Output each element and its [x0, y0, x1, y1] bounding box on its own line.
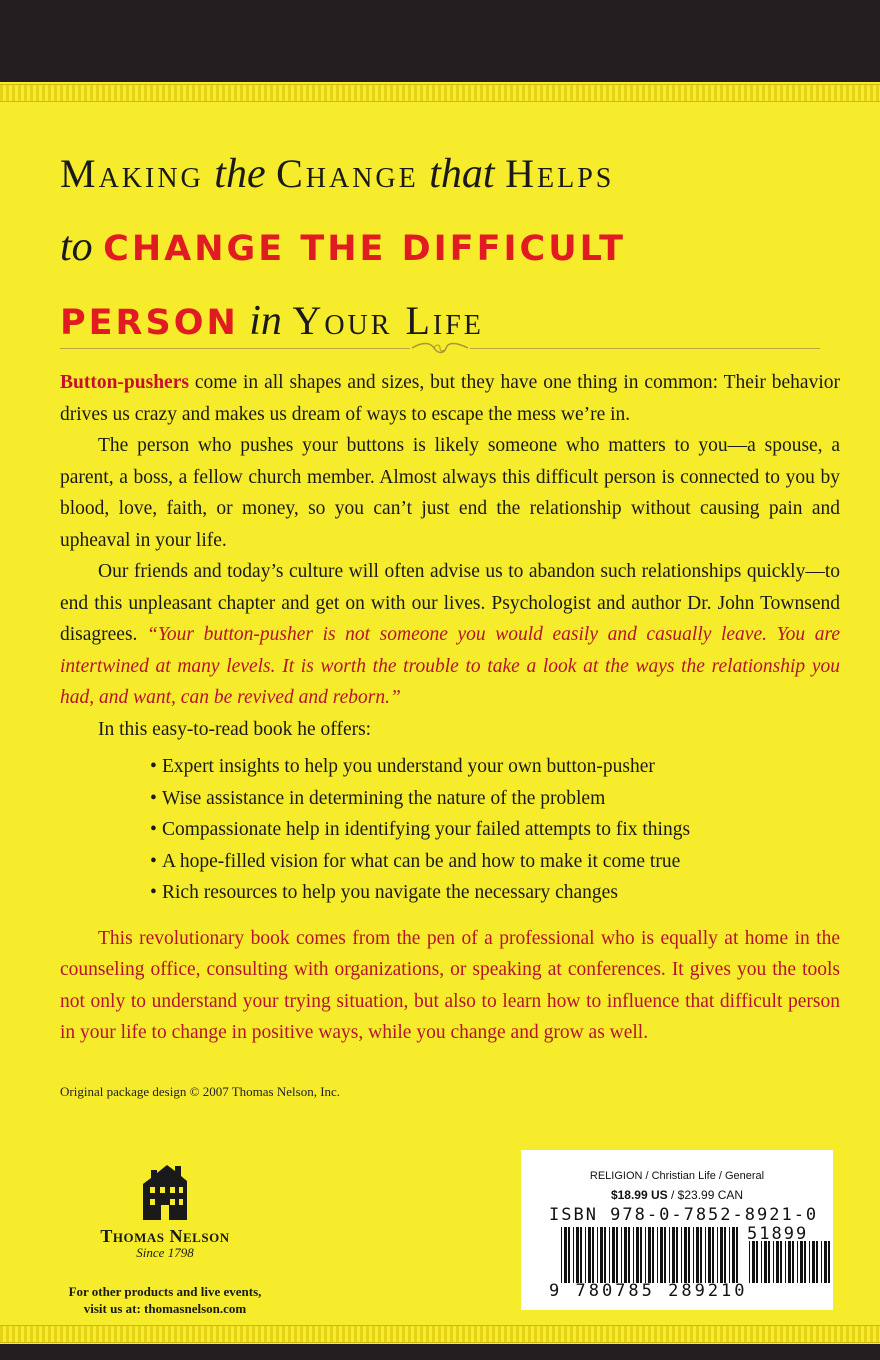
list-item-text: Expert insights to help you understand your own button-pusher [162, 756, 655, 777]
copyright-notice: Original package design © 2007 Thomas Nelson, Inc. [60, 1084, 341, 1099]
visit-line: For other products and live events, [68, 1284, 262, 1299]
publisher-visit-info [60, 1283, 270, 1317]
paragraph-1 [60, 367, 840, 430]
bottom-decorative-border [0, 1325, 880, 1343]
paragraph-2: The person who pushes your buttons is likely someone who matters to you—a spouse, a parent, a boss, a fellow church member. Almost always this difficult person is connected to you by blood, love, faith, or money, so you can’t just end the relationship without causing pain and upheaval in your life. [60, 435, 840, 551]
bullet-icon: • [150, 787, 157, 809]
paragraph-text: Our friends and today’s culture will often advise us to abandon such relationships quickly—to end this unpleasant chapter and get on with our lives. Psychologist and author Dr. John Townsend disagrees. [60, 561, 840, 645]
paragraph-3 [60, 556, 840, 714]
bullet-icon: • [150, 882, 157, 903]
headline-word: in [249, 298, 282, 344]
flourish-icon [410, 338, 470, 358]
price-can: / $23.99 CAN [667, 1188, 744, 1202]
isbn-text: ISBN 978-0-7852-8921-0 [549, 1205, 819, 1225]
bisac-category: RELIGION / Christian Life / General [589, 1170, 765, 1182]
headline-word: the [214, 151, 266, 197]
paragraph-4: In this easy-to-read book he offers: [98, 718, 372, 740]
headline-line-1 [60, 138, 850, 211]
top-dark-band [0, 0, 880, 82]
publisher-block [60, 1160, 270, 1317]
price-supplement-code: 51899 [747, 1224, 809, 1244]
visit-line: visit us at: thomasnelson.com [83, 1301, 247, 1316]
top-decorative-border [0, 84, 880, 102]
list-item [150, 783, 840, 815]
headline-red-phrase: CHANGE THE DIFFICULT [103, 229, 627, 269]
ean-digits: 9 780785 289210 [549, 1281, 748, 1301]
closing-paragraph: This revolutionary book comes from the pen of a professional who is equally at home in the counseling office, consulting with organizations, or speaking at conferences. It gives you the tools not only to understand your trying situation, but also to learn how to influence that difficult person in your life to change in positive ways, while you change and grow as well. [60, 927, 840, 1043]
ornamental-divider [60, 338, 820, 358]
benefit-list [60, 751, 840, 909]
bullet-icon: • [150, 850, 157, 872]
list-item [150, 751, 840, 783]
list-item-text: A hope-filled vision for what can be and how to make it come true [162, 850, 681, 872]
list-item [150, 846, 840, 878]
headline-line-2 [60, 211, 850, 285]
publisher-name: Thomas Nelson [100, 1226, 230, 1246]
headline-word: to [60, 224, 93, 270]
headline-word: Helps [505, 151, 615, 196]
lead-phrase: Button-pushers [60, 372, 189, 393]
headline [60, 138, 850, 359]
headline-word: Making [60, 151, 204, 196]
list-item [150, 877, 840, 909]
price-us: $18.99 US [610, 1188, 668, 1202]
headline-word: Change [276, 151, 419, 196]
bullet-icon: • [150, 756, 157, 777]
barcode-box [521, 1150, 833, 1310]
house-logo-icon [135, 1160, 195, 1222]
publisher-since: Since 1798 [136, 1245, 194, 1260]
bullet-icon: • [150, 819, 157, 840]
headline-word: that [429, 151, 495, 197]
price-label [521, 1188, 833, 1202]
author-quote: “Your button-pusher is not someone you would easily and casually leave. You are intertwined at many levels. It is worth the trouble to take a look at the ways the relationship you had, and want, can be revived and reborn.” [60, 624, 840, 708]
description [60, 367, 840, 1049]
divider-line-left [60, 348, 410, 349]
divider-line-right [470, 348, 820, 349]
list-item [150, 814, 840, 846]
list-item-text: Wise assistance in determining the nature of the problem [162, 787, 606, 809]
paragraph-text: come in all shapes and sizes, but they have one thing in common: Their behavior drives us crazy and makes us dream of ways to escape the mess we’re in. [60, 372, 840, 425]
bottom-dark-band [0, 1344, 880, 1360]
list-item-text: Compassionate help in identifying your failed attempts to fix things [162, 819, 691, 840]
headline-red-phrase: PERSON [60, 303, 239, 343]
list-item-text: Rich resources to help you navigate the necessary changes [162, 882, 618, 903]
headline-word: Your Life [292, 298, 484, 343]
